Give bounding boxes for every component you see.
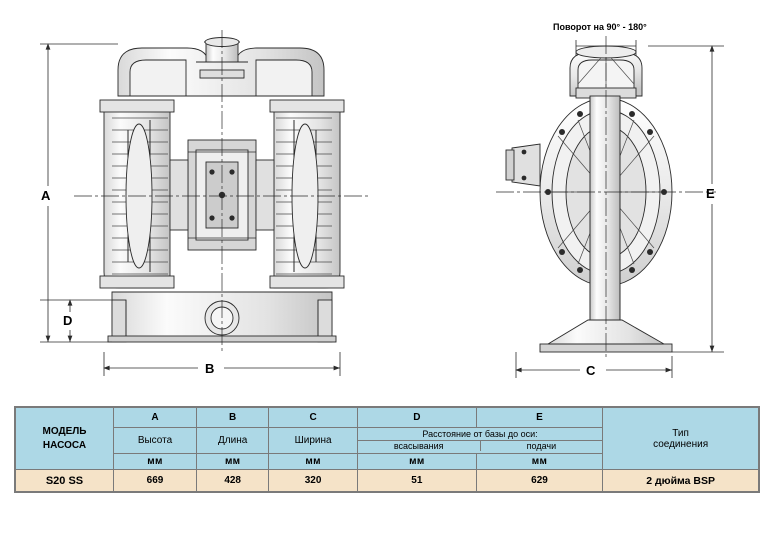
cell-e: 629	[476, 470, 602, 492]
cell-d: 51	[357, 470, 476, 492]
col-name-a: Высота	[114, 428, 197, 454]
model-header-cell	[16, 408, 114, 470]
cell-c: 320	[269, 470, 358, 492]
connection-header-cell	[603, 408, 759, 470]
col-letter-d: D	[357, 408, 476, 428]
model-header-line2: НАСОСА	[42, 439, 87, 451]
col-name-d: всасывания	[358, 440, 481, 451]
dimension-label-B: B	[205, 361, 215, 376]
cell-a: 669	[114, 470, 197, 492]
table-row	[16, 470, 759, 492]
col-unit-b: мм	[197, 454, 269, 470]
group-header-text: Расстояние от базы до оси:	[422, 429, 538, 440]
col-name-c: Ширина	[269, 428, 358, 454]
col-name-b: Длина	[197, 428, 269, 454]
col-letter-c: C	[269, 408, 358, 428]
group-header-distance	[357, 428, 602, 454]
specification-table	[14, 406, 760, 493]
col-unit-c: мм	[269, 454, 358, 470]
front-view	[74, 30, 368, 352]
rotation-note: Поворот на 90° - 180°	[553, 22, 647, 32]
cell-connection: 2 дюйма BSP	[603, 470, 759, 492]
model-header-line1: МОДЕЛЬ	[42, 426, 87, 437]
col-unit-d: мм	[357, 454, 476, 470]
side-view	[496, 36, 716, 360]
cell-b: 428	[197, 470, 269, 492]
col-letter-b: B	[197, 408, 269, 428]
col-unit-a: мм	[114, 454, 197, 470]
dimension-label-D: D	[63, 313, 73, 328]
table-row-letters	[16, 408, 759, 428]
cell-model: S20 SS	[16, 470, 114, 492]
dimension-label-E: E	[706, 186, 715, 201]
col-unit-e: мм	[476, 454, 602, 470]
col-letter-a: A	[114, 408, 197, 428]
connection-header-line2: соединения	[653, 438, 709, 450]
col-letter-e: E	[476, 408, 602, 428]
dimension-label-C: C	[586, 363, 596, 378]
dimension-label-A: A	[41, 188, 51, 203]
col-name-e: подачи	[481, 440, 603, 451]
connection-header-line1: Тип	[672, 427, 689, 439]
